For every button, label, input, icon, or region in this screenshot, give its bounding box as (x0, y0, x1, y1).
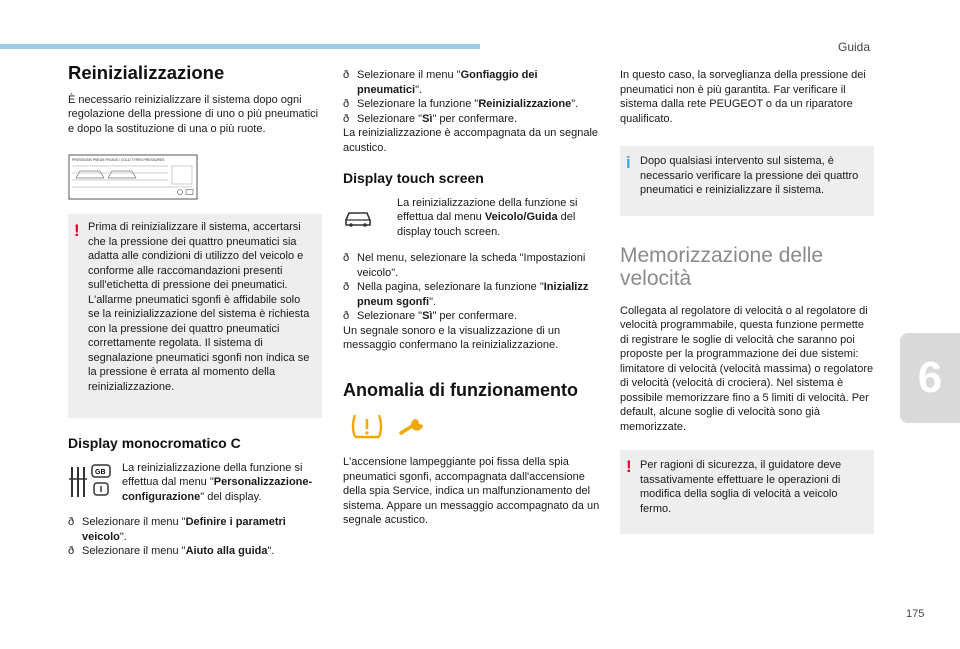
touch-display-row (343, 196, 601, 240)
mono-step-1: ð Selezionare il menu "Definire i parametri veicolo". (68, 515, 322, 544)
section-label: Guida (838, 40, 871, 54)
mono-step-2: ð Selezionare il menu "Aiuto alla guida". (68, 544, 322, 559)
car-icon (343, 196, 397, 233)
mono-step-5: ð Selezionare "Sì" per confermare. (343, 112, 601, 127)
warning-icon: ! (74, 221, 80, 240)
mono-display-text: La reinizializzazione della funzione si effettua dal menu "Personalizzazione-configurazione" del display. (122, 461, 313, 503)
anomaly-icons (349, 411, 601, 443)
mono-display-row (68, 461, 322, 506)
warning-icon-speed: ! (626, 457, 632, 476)
section-title-touch: Display touch screen (343, 170, 484, 186)
mono-step-4: ð Selezionare la funzione "Reinizializzazione". (343, 97, 601, 112)
tyre-warning-and-service-icon (349, 411, 439, 441)
column-1 (68, 60, 322, 559)
touch-step-2: ð Nella pagina, selezionare la funzione "Inizializz pneum sgonfi". (343, 280, 601, 309)
speed-text: Collegata al regolatore di velocità o al regolatore di velocità programmabile, questa funzione permette di registrare le soglie di velocità che saranno poi proposte per la programmazione dei due sistemi: limitatore di velocità (velocità massima) o regolatore di velocità (velocità di crociera). Nel sistema è possibile memorizzare fino a 5 limiti di velocità. Per default, alcune soglie di velocità sono già memorizzate. (620, 304, 874, 433)
section-title-reinit: Reinizializzazione (68, 62, 225, 83)
info-callout (620, 146, 874, 216)
guarantee-text: In questo caso, la sorveglianza della pressione dei pneumatici non è più garantita. Far verificare il sistema dalla rete PEUGEOT o da un riparatore qualificato. (620, 69, 866, 125)
warning-text-speed: Per ragioni di sicurezza, il guidatore deve tassativamente effettuare le operazioni di modifica della soglia di velocità a veicolo fermo. (640, 459, 842, 515)
mono-confirm-text: La reinizializzazione è accompagnata da un segnale acustico. (343, 127, 599, 154)
anomaly-text: L'accensione lampeggiante poi fissa della spia pneumatici sgonfi, accompagnata dall'accensione della spia Service, indica un malfunzionamento del sistema. Appare un messaggio accompagnato da un segnale acustico. (343, 456, 600, 526)
info-icon: i (626, 153, 631, 172)
column-2 (343, 68, 601, 528)
touch-step-3: ð Selezionare "Sì" per confermare. (343, 309, 601, 324)
touch-display-text: La reinizializzazione della funzione si effettua dal menu Veicolo/Guida del display touch screen. (397, 196, 578, 238)
warning-text-reinit: Prima di reinizializzare il sistema, accertarsi che la pressione dei quattro pneumatici sia adatta alle condizioni di utilizzo del veicolo e conforme alle raccomandazioni presenti sull'etichetta di pressione dei pneumatici. L'allarme pneumatici sgonfi è affidabile solo se la reinizializzazione del sistema è richiesta con la pressione dei quattro pneumatici correttamente regolata. Il sistema di segnalazione pneumatici sgonfi non indica se la pressione è errata al momento della reinizializzazione. (88, 221, 310, 393)
info-text: Dopo qualsiasi intervento sul sistema, è necessario verificare la pressione dei quattro pneumatici e reinizializzare il sistema. (640, 155, 859, 196)
section-title-speed: Memorizzazione delle velocità (620, 243, 824, 290)
chapter-tab (900, 333, 960, 423)
mono-step-3: ð Selezionare il menu "Gonfiaggio dei pneumatici". (343, 68, 601, 97)
svg-text:GB: GB (95, 468, 106, 476)
column-3 (620, 68, 874, 534)
chapter-number: 6 (917, 353, 943, 402)
warning-callout-speed (620, 450, 874, 534)
mono-display-icon (68, 461, 122, 506)
reinit-intro: È necessario reinizializzare il sistema dopo ogni regolazione della pressione di uno o più pneumatici e dopo la sostituzione di una o più ruote. (68, 93, 319, 135)
tyre-pressure-label-image (68, 154, 198, 200)
section-title-anomaly: Anomalia di funzionamento (343, 379, 579, 400)
touch-step-1: ð Nel menu, selezionare la scheda "Impostazioni veicolo". (343, 251, 601, 280)
page-number: 175 (906, 608, 925, 620)
tyre-label-illustration (68, 154, 198, 200)
warning-callout-reinit (68, 214, 322, 418)
tyre-label-header: PRESSIONS PNEUS FROIDS / COLD TYRES PRESSURES (72, 158, 165, 162)
section-title-mono: Display monocromatico C (68, 435, 241, 451)
header-accent-bar (0, 44, 480, 49)
touch-confirm-text: Un segnale sonoro e la visualizzazione di un messaggio confermano la reinizializzazione. (343, 324, 561, 351)
